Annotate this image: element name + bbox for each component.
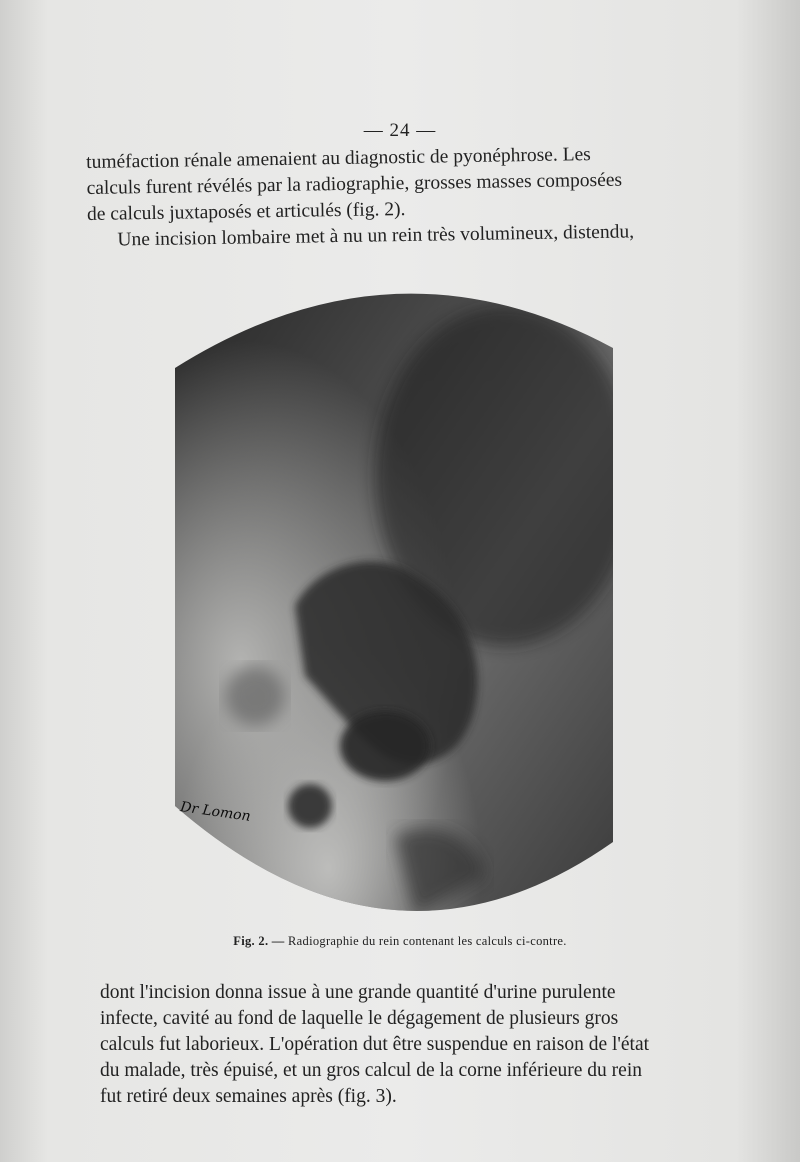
figure-caption (0, 934, 800, 949)
bottom-paragraph (100, 980, 700, 1110)
text-line: calculs furent révélés par la radiographie, grosses masses composées (86, 169, 623, 199)
text-line: tuméfaction rénale amenaient au diagnostic de pyonéphrose. Les (86, 144, 591, 173)
text-line: infecte, cavité au fond de laquelle le dégagement de plusieurs gros (100, 1008, 619, 1029)
radiograph-signature: Dr Lomon (179, 799, 252, 825)
figure-label: Fig. 2. — (233, 934, 285, 948)
top-paragraph (86, 141, 692, 254)
figure-caption-text: Radiographie du rein contenant les calculs ci-contre. (288, 934, 567, 948)
text-line: fut retiré deux semaines après (fig. 3). (100, 1086, 397, 1107)
text-line: dont l'incision donna issue à une grande quantité d'urine purulente (100, 982, 616, 1003)
text-line: calculs fut laborieux. L'opération dut être suspendue en raison de l'état (100, 1034, 650, 1055)
page-number: — 24 — (363, 120, 437, 141)
text-line: Une incision lombaire met à nu un rein très volumineux, distendu, (117, 221, 635, 251)
text-line: du malade, très épuisé, et un gros calcul de la corne inférieure du rein (100, 1060, 642, 1081)
text-line: de calculs juxtaposés et articulés (fig. 2). (86, 198, 406, 225)
